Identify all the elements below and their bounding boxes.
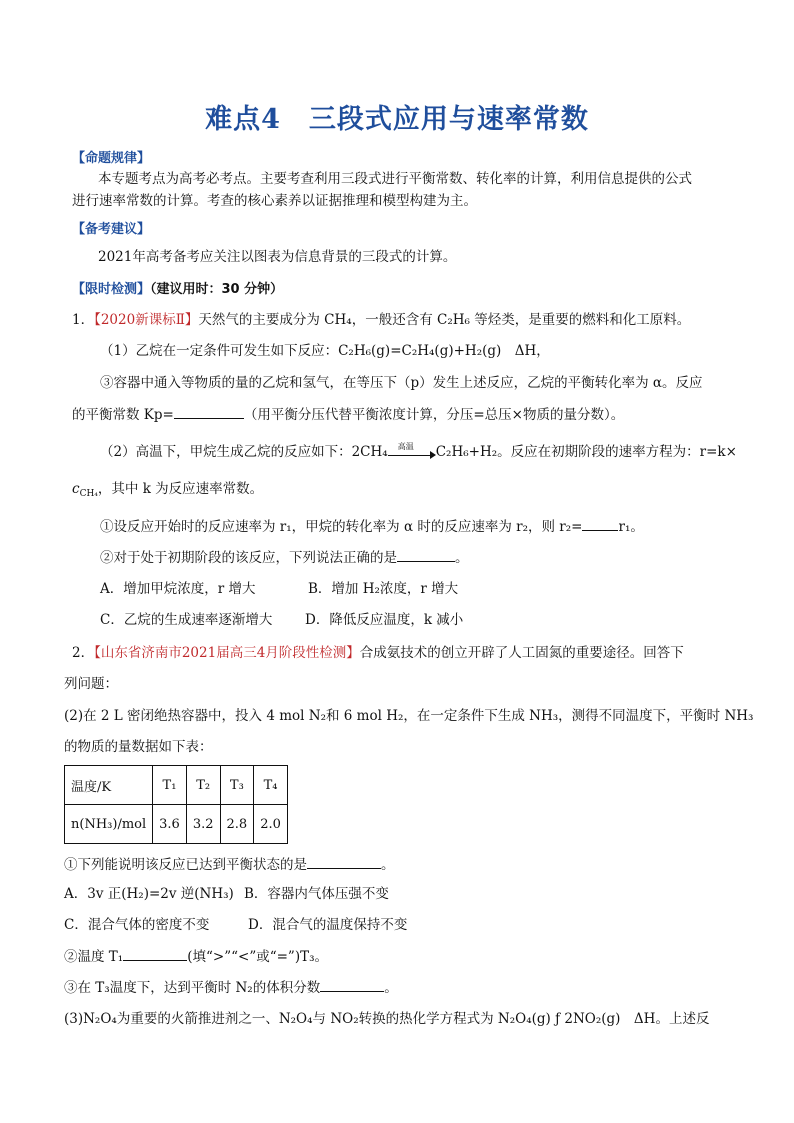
q1-option-a[interactable]: A．增加甲烷浓度，r 增大: [100, 581, 256, 597]
q1-sub1: [100, 518, 644, 535]
q1-sub2-text: ②对于处于初期阶段的该反应，下列说法正确的是: [100, 550, 397, 566]
q1-source: 【2020新课标Ⅱ】: [94, 312, 199, 328]
table-row: [65, 805, 288, 844]
q2-source: 【山东省济南市2021届高三4月阶段性检测】: [94, 645, 360, 661]
q1-sub2-blank[interactable]: [397, 549, 455, 562]
advice-text: 2021年高考备考应关注以图表为信息背景的三段式的计算。: [98, 249, 457, 265]
rule-text-1: 本专题考点为高考必考点。主要考查利用三段式进行平衡常数、转化率的计算，利用信息提供的公式: [98, 171, 692, 187]
q2-sub2-text: ②温度 T₁: [64, 949, 124, 965]
q2-sub3: [64, 979, 398, 996]
q1-option-c[interactable]: C．乙烷的生成速率逐渐增大: [100, 612, 273, 628]
q1-kp-line: [72, 406, 624, 423]
title-part1: 难点4: [205, 104, 281, 135]
table-cell: T₂: [186, 766, 220, 805]
q2-option-b[interactable]: B．容器内气体压强不变: [244, 886, 389, 902]
q2-sub2-blank[interactable]: [123, 948, 187, 961]
rule-heading: 【命题规律】: [72, 151, 151, 166]
table-cell: T₁: [153, 766, 187, 805]
q1-kp-blank[interactable]: [174, 406, 244, 419]
test-heading-line: [72, 281, 283, 298]
q2-part2: (2)在 2 L 密闭绝热容器中，投入 4 mol N₂和 6 mol H₂，在一定条件下生成 NH₃，测得不同温度下，平衡时 NH₃: [64, 708, 754, 724]
q1-kp-label: 的平衡常数 Kp=: [72, 407, 174, 423]
q2-sub1-end: 。: [381, 857, 395, 873]
q1-sub1-blank[interactable]: [582, 518, 618, 531]
q1-kp-note: （用平衡分压代替平衡浓度计算，分压=总压×物质的量分数）。: [243, 407, 625, 423]
title-part2: 三段式应用与速率常数: [308, 104, 589, 135]
q2-sub2: [64, 948, 328, 965]
test-heading: 【限时检测】: [72, 282, 151, 297]
table-cell: 2.0: [254, 805, 288, 844]
reaction-condition: 高温: [397, 441, 414, 451]
q2-sub1-blank[interactable]: [307, 856, 381, 869]
q2-stem-cont: 列问题：: [64, 676, 118, 692]
table-cell: 3.6: [153, 805, 187, 844]
table-cell: T₃: [220, 766, 254, 805]
q2-option-a[interactable]: A．3v 正(H₂)=2v 逆(NH₃): [64, 886, 234, 902]
q2-sub3-end: 。: [384, 980, 398, 996]
q1-rate-desc: ，其中 k 为反应速率常数。: [97, 481, 264, 497]
q2-option-d[interactable]: D．混合气的温度保持不变: [248, 917, 408, 933]
q1-option-b[interactable]: B．增加 H₂浓度，r 增大: [308, 581, 459, 597]
q2-stem: [72, 645, 684, 661]
q1-rate-eq: [72, 481, 263, 500]
rule-text-2: 进行速率常数的计算。考查的核心素养以证据推理和模型构建为主。: [72, 193, 477, 209]
q2-sub3-text: ③在 T₃温度下，达到平衡时 N₂的体积分数: [64, 980, 321, 996]
q2-number: 2．: [72, 645, 95, 661]
q1-part1: （1）乙烷在一定条件可发生如下反应：C₂H₆(g)=C₂H₄(g)+H₂(g) ΔH，: [100, 343, 550, 359]
q1-sub2: [100, 549, 469, 566]
q1-sub1-end: r₁。: [618, 519, 644, 535]
table-cell: 温度/K: [65, 766, 153, 805]
q2-part2-cont: 的物质的量数据如下表：: [64, 739, 213, 755]
q1-part2-text-a: （2）高温下，甲烷生成乙烷的反应如下：2CH₄: [100, 444, 388, 460]
q1-stem: [72, 312, 690, 328]
q2-sub2-end: (填“>”“<”或“=”)T₃。: [187, 949, 329, 965]
q1-part2-text-b: C₂H₆+H₂。反应在初期阶段的速率方程为：r=k×: [435, 444, 737, 460]
q1-sub2-end: 。: [455, 550, 469, 566]
q1-sub1-text: ①设反应开始时的反应速率为 r₁，甲烷的转化率为 α 时的反应速率为 r₂，则 r₂=: [100, 519, 583, 535]
table-cell: n(NH₃)/mol: [65, 805, 153, 844]
page-title: [0, 97, 794, 136]
table-cell: 3.2: [186, 805, 220, 844]
q1-number: 1．: [72, 312, 95, 328]
advice-heading: 【备考建议】: [72, 222, 151, 237]
q1-part1-desc: ③容器中通入等物质的量的乙烷和氢气，在等压下（p）发生上述反应，乙烷的平衡转化率为 α。反应: [100, 375, 703, 391]
nh3-data-table: [64, 765, 288, 844]
q1-part2: [100, 441, 737, 460]
q2-stem-text: 合成氨技术的创立开辟了人工固氮的重要途径。回答下: [359, 645, 684, 661]
test-time: （建议用时：30 分钟）: [150, 282, 284, 297]
table-cell: T₄: [254, 766, 288, 805]
q2-sub1: [64, 856, 395, 873]
q1-stem-text: 天然气的主要成分为 CH₄，一般还含有 C₂H₆ 等烃类，是重要的燃料和化工原料。: [198, 312, 691, 328]
table-row: [65, 766, 288, 805]
q2-part3: (3)N₂O₄为重要的火箭推进剂之一、N₂O₄与 NO₂转换的热化学方程式为 N₂O₄(g) ƒ 2NO₂(g) ΔH。上述反: [64, 1011, 710, 1027]
table-cell: 2.8: [220, 805, 254, 844]
q1-rate-c: $c_{CH_4}$: [72, 481, 98, 499]
q2-sub1-text: ①下列能说明该反应已达到平衡状态的是: [64, 857, 307, 873]
reaction-arrow: [388, 441, 436, 460]
q2-option-c[interactable]: C．混合气体的密度不变: [64, 917, 210, 933]
q1-option-d[interactable]: D．降低反应温度，k 减小: [305, 612, 464, 628]
q2-sub3-blank[interactable]: [320, 979, 384, 992]
